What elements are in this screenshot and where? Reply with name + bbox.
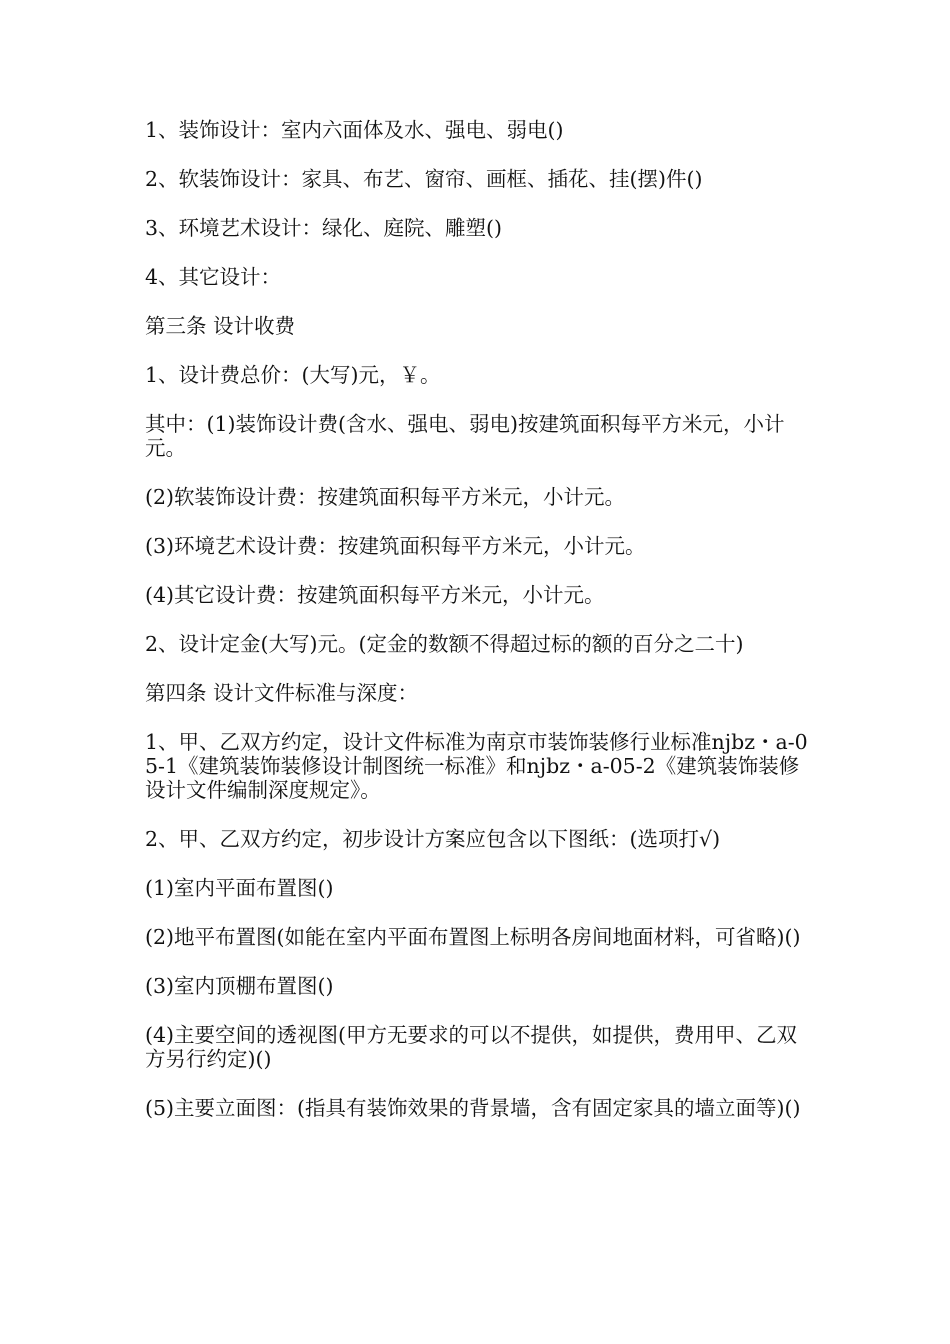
document-body [145,118,813,1145]
paragraph-fee-environment: (3)环境艺术设计费：按建筑面积每平方米元，小计元。 [145,534,646,558]
paragraph-item-3: 3、环境艺术设计：绿化、庭院、雕塑() [145,216,503,240]
paragraph-standard: 1、甲、乙双方约定，设计文件标准为南京市装饰装修行业标准njbz・a-05-1《建筑装饰装修设计制图统一标准》和njbz・a-05-2《建筑装饰装修设计文件编制深度规定》。 [145,730,808,802]
paragraph-fee-decoration: 其中：(1)装饰设计费(含水、强电、弱电)按建筑面积每平方米元，小计元。 [145,412,785,460]
paragraph-item-2: 2、软装饰设计：家具、布艺、窗帘、画框、插花、挂(摆)件() [145,167,703,191]
paragraph-item-1: 1、装饰设计：室内六面体及水、强电、弱电() [145,118,564,142]
paragraph-fee-soft-decoration: (2)软装饰设计费：按建筑面积每平方米元，小计元。 [145,485,626,509]
list-item-elevation: (5)主要立面图：(指具有装饰效果的背景墙，含有固定家具的墙立面等)() [145,1096,801,1120]
list-item-ground-plan: (2)地平布置图(如能在室内平面布置图上标明各房间地面材料，可省略)() [145,925,801,949]
section-heading-article-3: 第三条 设计收费 [145,314,296,338]
section-heading-article-4: 第四条 设计文件标准与深度： [145,681,419,705]
paragraph-drawings-intro: 2、甲、乙双方约定，初步设计方案应包含以下图纸：(选项打√) [145,827,721,851]
list-item-floor-plan: (1)室内平面布置图() [145,876,334,900]
paragraph-fee-total: 1、设计费总价：(大写)元，￥。 [145,363,441,387]
list-item-perspective: (4)主要空间的透视图(甲方无要求的可以不提供，如提供，费用甲、乙双方另行约定)() [145,1023,798,1071]
paragraph-item-4: 4、其它设计： [145,265,282,289]
list-item-ceiling-plan: (3)室内顶棚布置图() [145,974,334,998]
paragraph-fee-other: (4)其它设计费：按建筑面积每平方米元，小计元。 [145,583,605,607]
paragraph-deposit: 2、设计定金(大写)元。(定金的数额不得超过标的额的百分之二十) [145,632,744,656]
